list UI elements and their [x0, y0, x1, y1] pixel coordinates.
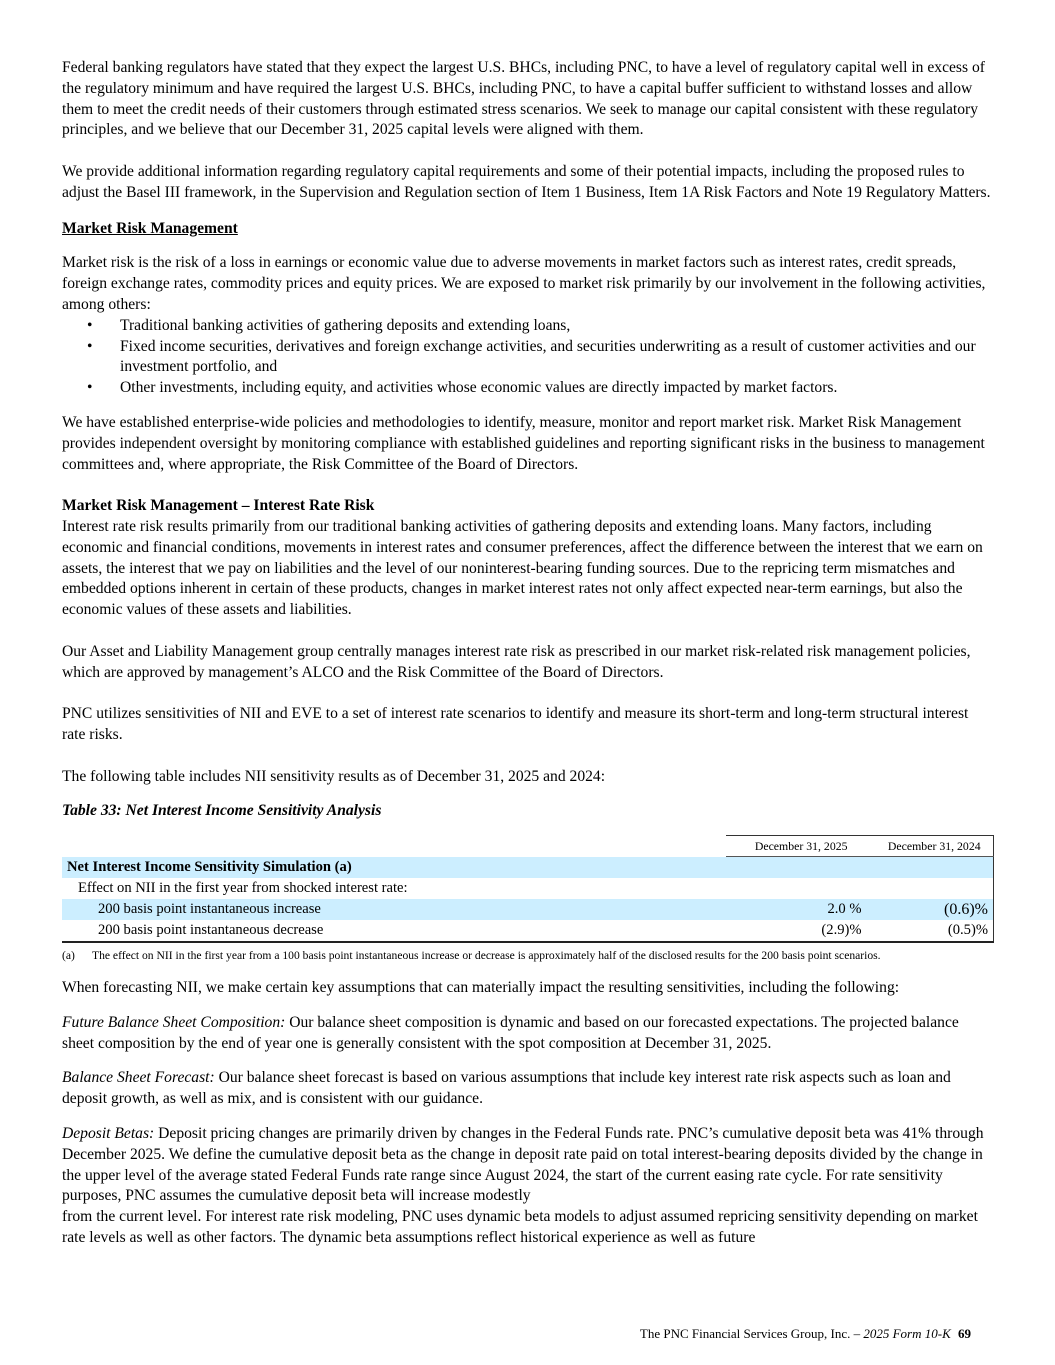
- footnote-marker: (a): [62, 949, 75, 963]
- row-label: 200 basis point instantaneous decrease: [62, 920, 726, 942]
- paragraph-market-risk-policies: We have established enterprise-wide policies and methodologies to identify, measure, monitor and report market risk. Market Risk Management provides independent oversight by monitoring compliance with established guidelines and reporting significant risks in the business to management committees and, where appropriate, the Risk Committee of the Board of Directors.: [62, 413, 985, 473]
- sub-label: Effect on NII in the first year from shocked interest rate:: [78, 880, 408, 897]
- paragraph-deposit-betas: Deposit Betas: Deposit pricing changes are primarily driven by changes in the Federal Funds rate. PNC’s cumulative deposit beta was 41% through December 2025. We define the cumulative deposit beta as the change in deposit rate paid on total interest-bearing deposits divided by the change in the upper level of the average stated Federal Funds rate range since August 2024, the start of the current easing rate cycle. For rate sensitivity purposes, PNC assumes the cumulative deposit beta will increase modestly from the current level. For interest rate risk modeling, PNC uses dynamic beta models to adjust assumed repricing sensitivity depending on market rate levels as well as other factors. The dynamic beta assumptions reflect historical experience as well as future: [62, 1125, 984, 1247]
- term: Balance Sheet Forecast:: [62, 1069, 215, 1087]
- paragraph-interest-rate-risk: Interest rate risk results primarily from our traditional banking activities of gathering deposits and extending loans. Many factors, including economic and financial conditions, movements in interest rates and consumer preferences, affect the difference between the interest that we earn on assets, the interest that we pay on liabilities and the level of our noninterest-bearing funding sources. Due to the repricing term mismatches and embedded options inherent in certain of these products, changes in market interest rates not only affect expected near-term earnings, but also the economic values of these assets and liabilities.: [62, 517, 983, 619]
- paragraph-nii-eve: PNC utilizes sensitivities of NII and EVE to a set of interest rate scenarios to identify and measure its short-term and long-term structural interest rate risks.: [62, 705, 969, 743]
- value-2025: 2.0 %: [726, 899, 876, 920]
- page-number: 69: [958, 1326, 971, 1341]
- value-2025: (2.9)%: [726, 920, 876, 942]
- paragraph-assumptions-intro: When forecasting NII, we make certain key assumptions that can materially impact the resulting sensitivities, including the following:: [62, 979, 900, 997]
- paragraph-table-intro: The following table includes NII sensitivity results as of December 31, 2025 and 2024:: [62, 767, 606, 785]
- table-row: [62, 920, 994, 942]
- bullet-icon: •: [87, 316, 93, 334]
- column-header-2024: December 31, 2024: [876, 836, 994, 857]
- paragraph-balance-sheet-forecast: Balance Sheet Forecast: Our balance sheet forecast is based on various assumptions that include key interest rate risk aspects such as loan and deposit growth, as well as mix, and is consistent with our guidance.: [62, 1069, 951, 1108]
- paragraph-regulatory-capital: Federal banking regulators have stated that they expect the largest U.S. BHCs, including PNC, to have a level of regulatory capital well in excess of the regulatory minimum and have required the largest U.S. BHCs, including PNC, to have a capital buffer sufficient to withstand losses and allow them to meet the credit needs of their customers through estimated stress scenarios. We seek to manage our capital consistent with these regulatory principles, and we believe that our December 31, 2025 capital levels were aligned with them.: [62, 59, 985, 139]
- table-row: [62, 899, 994, 920]
- table-footnote: [62, 948, 992, 964]
- value-2024: (0.5)%: [876, 920, 994, 942]
- section-heading-market-risk: Market Risk Management: [62, 219, 238, 237]
- footnote-text: The effect on NII in the first year from a 100 basis point instantaneous increase or decrease is approximately half of the disclosed results for the 200 basis point scenarios.: [92, 949, 881, 963]
- paragraph-alm-group: Our Asset and Liability Management group centrally manages interest rate risk as prescribed in our market risk-related risk management policies, which are approved by management’s ALCO and the Risk Committee of the Board of Directors.: [62, 642, 971, 681]
- section-label: Net Interest Income Sensitivity Simulation (a): [62, 857, 726, 879]
- nii-sensitivity-table: [62, 835, 994, 943]
- document-page: [62, 58, 992, 1249]
- table-subheader-row: [62, 878, 994, 899]
- list-item: • Fixed income securities, derivatives and foreign exchange activities, and securities underwriting as a result of customer activities and our investment portfolio, and: [87, 337, 976, 376]
- footer-form: 2025 Form 10-K: [863, 1326, 951, 1341]
- term: Deposit Betas:: [62, 1125, 155, 1143]
- row-label: 200 basis point instantaneous increase: [62, 899, 726, 920]
- bullet-icon: •: [87, 379, 93, 397]
- table-section-row: [62, 857, 994, 879]
- section-heading-interest-rate-risk: Market Risk Management – Interest Rate Risk: [62, 497, 375, 515]
- term: Future Balance Sheet Composition:: [62, 1013, 286, 1031]
- table-title: Table 33: Net Interest Income Sensitivity Analysis: [62, 802, 382, 820]
- value-2024: (0.6)%: [876, 899, 994, 920]
- list-item: • Traditional banking activities of gathering deposits and extending loans,: [62, 316, 992, 337]
- column-header-2025: December 31, 2025: [726, 836, 876, 857]
- paragraph-additional-info: We provide additional information regarding regulatory capital requirements and some of their potential impacts, including the proposed rules to adjust the Basel III framework, in the Supervision and Regulation section of Item 1 Business, Item 1A Risk Factors and Note 19 Regulatory Matters.: [62, 162, 991, 201]
- activities-list: [62, 316, 992, 399]
- page-footer: [640, 1326, 971, 1342]
- list-item: • Other investments, including equity, and activities whose economic values are directly impacted by market factors.: [62, 378, 992, 399]
- bullet-icon: •: [87, 337, 93, 355]
- table-header-row: [62, 836, 994, 857]
- paragraph-future-balance-sheet: Future Balance Sheet Composition: Our balance sheet composition is dynamic and based on our forecasted expectations. The projected balance sheet composition by the end of year one is generally consistent with the spot composition at December 31, 2025.: [62, 1013, 959, 1052]
- footer-company: The PNC Financial Services Group, Inc. –: [639, 1326, 864, 1341]
- paragraph-market-risk-intro: Market risk is the risk of a loss in earnings or economic value due to adverse movements in market factors such as interest rates, credit spreads, foreign exchange rates, commodity prices and equity prices. We are exposed to market risk primarily by our involvement in the following activities, among others:: [62, 254, 986, 313]
